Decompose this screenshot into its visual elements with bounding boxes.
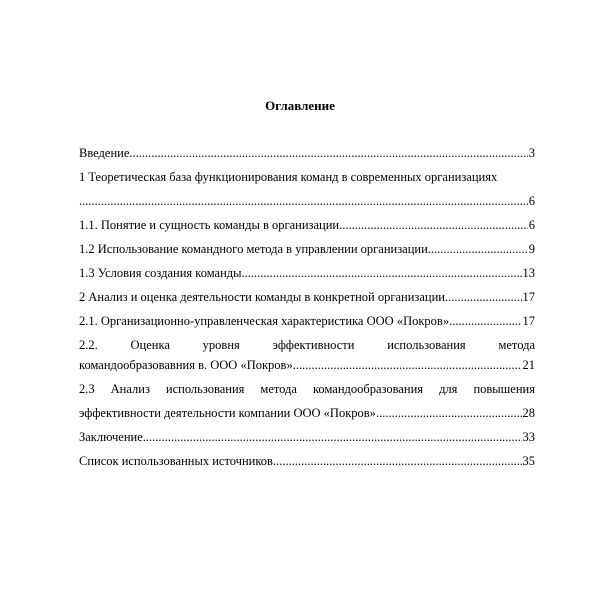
toc-page-number: 3 bbox=[528, 146, 535, 160]
toc-entry-text: эффективности деятельности компании ООО «Покров» bbox=[79, 406, 376, 420]
toc-page-number: 6 bbox=[528, 218, 535, 232]
toc-page-number: 35 bbox=[522, 454, 535, 468]
toc-page-number: 13 bbox=[522, 266, 535, 280]
toc-leader-dots bbox=[143, 429, 522, 445]
toc-entry-1-3 bbox=[79, 265, 535, 281]
toc-entry-text: командообразовавния в. ООО «Покров» bbox=[79, 358, 293, 372]
toc-entry-2-1 bbox=[79, 313, 535, 329]
toc-entry-conclusion bbox=[79, 429, 535, 445]
toc-page-number: 28 bbox=[522, 406, 535, 420]
toc-entry-introduction bbox=[79, 145, 535, 161]
toc-leader-dots bbox=[79, 193, 528, 209]
toc-entry-text: Заключение bbox=[79, 430, 143, 444]
toc-leader-dots bbox=[293, 357, 522, 373]
toc-title: Оглавление bbox=[265, 98, 335, 113]
toc-leader-dots bbox=[129, 145, 527, 161]
toc-leader-dots bbox=[273, 453, 522, 469]
toc-entry-chapter-2 bbox=[79, 289, 535, 305]
toc-leader-dots bbox=[449, 313, 521, 329]
toc-entry-chapter-1-page-line bbox=[79, 193, 535, 209]
toc-entry-text: Список использованных источников bbox=[79, 454, 273, 468]
toc-leader-dots bbox=[445, 289, 522, 305]
toc-leader-dots bbox=[428, 241, 528, 257]
toc-entry-text: 2 Анализ и оценка деятельности команды в конкретной организации bbox=[79, 290, 445, 304]
toc-leader-dots bbox=[242, 265, 522, 281]
toc-entry-2-2: 2.2. Оценка уровня эффективности использования метода bbox=[79, 338, 535, 352]
toc-page-number: 21 bbox=[522, 358, 535, 372]
toc-entry-text: 1.3 Условия создания команды bbox=[79, 266, 242, 280]
toc-entry-text: 1.2 Использование командного метода в управлении организации bbox=[79, 242, 428, 256]
toc-entry-1-1 bbox=[79, 217, 535, 233]
toc-leader-dots bbox=[376, 405, 522, 421]
toc-entry-2-2-continuation bbox=[79, 357, 535, 373]
toc-entry-chapter-1 bbox=[79, 169, 535, 185]
toc-page-number: 17 bbox=[522, 290, 535, 304]
toc-entry-references bbox=[79, 453, 535, 469]
toc-entry-2-3-continuation bbox=[79, 405, 535, 421]
toc-entry-text: 2.1. Организационно-управленческая характеристика ООО «Покров» bbox=[79, 314, 450, 328]
toc-page-number: 33 bbox=[522, 430, 535, 444]
toc-page-number: 17 bbox=[522, 314, 535, 328]
toc-entry-text: Введение bbox=[79, 146, 130, 160]
toc-entry-text: 1 Теоретическая база функционирования команд в современных организациях bbox=[79, 170, 498, 184]
toc-leader-dots bbox=[339, 217, 528, 233]
toc-entry-text: 1.1. Понятие и сущность команды в организации bbox=[79, 218, 340, 232]
toc-page-number: 9 bbox=[528, 242, 535, 256]
toc-entry-2-3: 2.3 Анализ использования метода командообразования для повышения bbox=[79, 382, 535, 396]
toc-entry-1-2 bbox=[79, 241, 535, 257]
toc-page-number: 6 bbox=[528, 194, 535, 208]
